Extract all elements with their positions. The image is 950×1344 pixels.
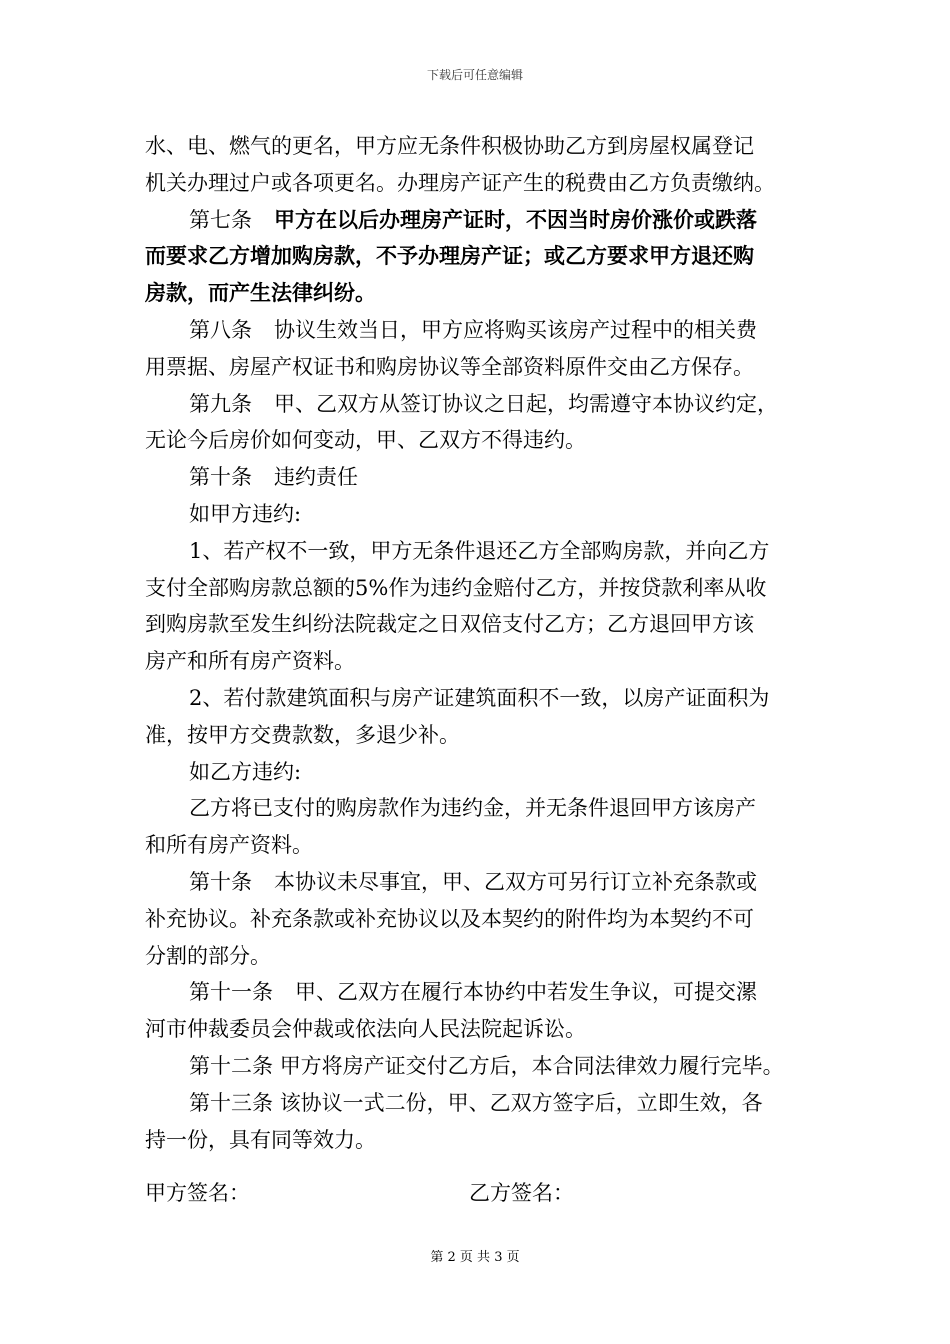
article-7-label: 第七条 [189, 207, 252, 232]
article-13-line: 持一份，具有同等效力。 [145, 1127, 376, 1152]
article-10-label: 第十条 [189, 465, 252, 490]
article-12 [145, 1048, 815, 1085]
article-8-line: 用票据、房屋产权证书和购房协议等全部资料原件交由乙方保存。 [145, 354, 754, 379]
paragraph-line: 水、电、燃气的更名，甲方应无条件积极协助乙方到房屋权属登记 [145, 134, 754, 158]
article-7-text: 甲方在以后办理房产证时，不因当时房价涨价或跌落 [274, 206, 757, 232]
article-9-text: 甲、乙双方从签订协议之日起，均需遵守本协议约定， [274, 391, 778, 416]
article-9-line: 无论今后房价如何变动，甲、乙双方不得违约。 [145, 428, 586, 453]
article-10b-line: 分割的部分。 [145, 943, 271, 968]
article-13 [145, 1085, 815, 1122]
header-note: 下载后可任意编辑 [426, 68, 523, 82]
article-13-label: 第十三条 [189, 1090, 273, 1115]
article-11 [145, 974, 815, 1011]
page-number: 第 2 页 共 3 页 [430, 1250, 520, 1265]
article-8-label: 第八条 [189, 317, 252, 342]
party-b-breach-text: 乙方将已支付的购房款作为违约金，并无条件退回甲方该房产 [189, 796, 756, 821]
article-7 [145, 202, 815, 239]
document-body [145, 128, 815, 1158]
article-9 [145, 386, 815, 423]
article-10 [145, 459, 815, 496]
article-11-line: 河市仲裁委员会仲裁或依法向人民法院起诉讼。 [145, 1017, 586, 1042]
party-b-breach-line: 和所有房产资料。 [145, 833, 313, 858]
article-8 [145, 312, 815, 349]
party-b-breach-heading: 如乙方违约: [189, 759, 302, 784]
article-8-text: 协议生效当日，甲方应将购买该房产过程中的相关费 [274, 317, 757, 342]
article-7-line: 房款，而产生法律纠纷。 [145, 280, 376, 306]
item-1-line: 房产和所有房产资料。 [145, 649, 355, 674]
item-1-line: 支付全部购房款总额的5%作为违约金赔付乙方，并按贷款利率从收 [145, 575, 767, 600]
article-10b [145, 864, 815, 901]
article-9-label: 第九条 [189, 391, 252, 416]
party-a-signature-label: 甲方签名： [145, 1181, 250, 1205]
article-10b-text: 本协议未尽事宜，甲、乙双方可另行订立补充条款或 [274, 869, 757, 894]
party-a-breach-heading: 如甲方违约: [189, 501, 302, 526]
article-10b-label: 第十条 [189, 869, 252, 894]
article-12-label: 第十二条 [189, 1053, 273, 1078]
article-11-text: 甲、乙双方在履行本协约中若发生争议，可提交漯 [295, 980, 757, 1005]
article-10b-line: 补充协议。补充条款或补充协议以及本契约的附件均为本契约不可 [145, 906, 754, 931]
article-7-line: 而要求乙方增加购房款，不予办理房产证；或乙方要求甲方退还购 [145, 243, 754, 269]
article-12-text: 甲方将房产证交付乙方后，本合同法律效力履行完毕。 [279, 1053, 784, 1078]
item-2: 2、若付款建筑面积与房产证建筑面积不一致，以房产证面积为 [189, 685, 770, 710]
article-13-text: 该协议一式二份，甲、乙双方签字后，立即生效，各 [279, 1090, 763, 1115]
paragraph-line: 机关办理过户或各项更名。办理房产证产生的税费由乙方负责缴纳。 [145, 170, 775, 195]
party-b-signature-label: 乙方签名： [469, 1181, 574, 1205]
item-1-line: 到购房款至发生纠纷法院裁定之日双倍支付乙方；乙方退回甲方该 [145, 612, 754, 637]
article-10-title: 违约责任 [274, 465, 358, 490]
article-11-label: 第十一条 [189, 980, 273, 1005]
item-2-line: 准，按甲方交费款数，多退少补。 [145, 722, 460, 747]
item-1: 1、若产权不一致，甲方无条件退还乙方全部购房款，并向乙方 [189, 538, 770, 563]
